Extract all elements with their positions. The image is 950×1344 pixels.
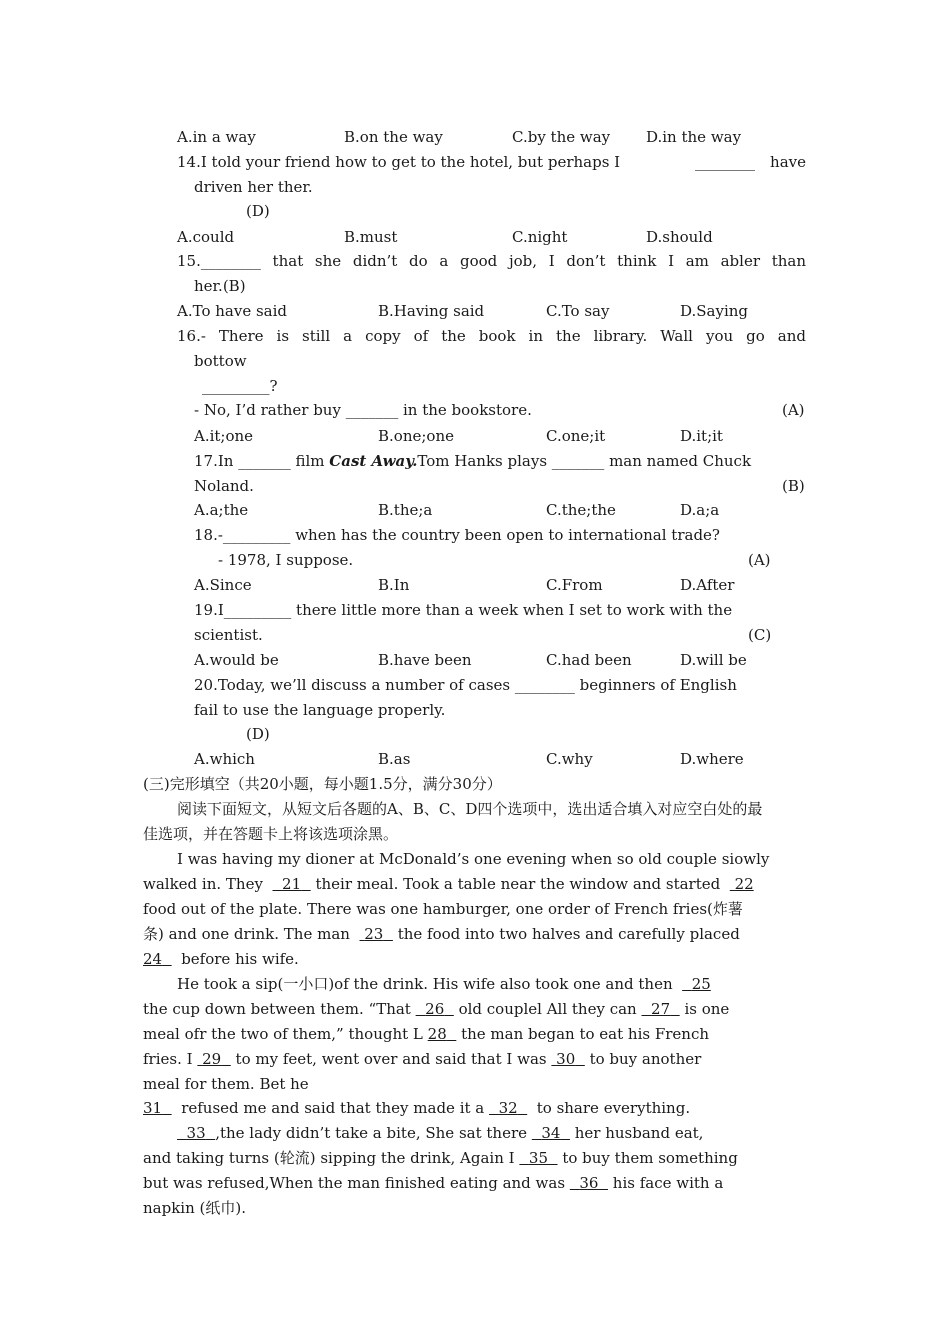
q15-option-a: A.To have said <box>177 302 288 320</box>
q15-line2: her.(B) <box>194 277 246 295</box>
q16-line2: bottow <box>194 352 247 370</box>
q18-option-d: D.After <box>680 576 735 594</box>
passage-p3-line3: but was refused,When the man finished eating and was 36 his face with a <box>143 1174 724 1192</box>
blank-34: 34 <box>541 1124 561 1142</box>
q19-option-c: C.had been <box>546 651 632 669</box>
passage-p3-line1: 33 ,the lady didn’t take a bite, She sat there 34 her husband eat, <box>177 1123 703 1143</box>
q19-line1: 19.I_________ there little more than a week when I set to work with the <box>194 601 733 619</box>
q18-option-a: A.Since <box>194 576 252 594</box>
q14-option-b: B.must <box>344 228 398 246</box>
blank-30: 30 <box>556 1050 576 1068</box>
passage-p1-line2: walked in. They 21 their meal. Took a table near the window and started 22 <box>143 875 754 893</box>
q20-line2: fail to use the language properly. <box>194 701 446 719</box>
q18-line2: - 1978, I suppose. <box>218 551 354 569</box>
q19-option-b: B.have been <box>378 651 472 669</box>
q14-option-a: A.could <box>177 228 235 246</box>
section-heading: (三)完形填空（共20小题，每小题1.5分，满分30分） <box>143 775 502 793</box>
q16-line1: 16.- There is still a copy of the book in the library. Wall you go and <box>177 327 806 345</box>
blank-25: 25 <box>691 975 711 993</box>
q17-film-title: Cast Away. <box>329 452 418 470</box>
blank-23: 23 <box>364 925 384 943</box>
q16-line4: - No, I’d rather buy _______ in the bookstore. <box>194 401 532 419</box>
blank-33: 33 <box>186 1124 206 1142</box>
q18-option-b: B.In <box>378 576 410 594</box>
blank-31: 31 <box>143 1099 163 1117</box>
q16-answer: (A) <box>782 401 805 419</box>
q19-option-a: A.would be <box>194 651 279 669</box>
q20-option-c: C.why <box>546 750 593 768</box>
passage-p1-line1: I was having my dioner at McDonald’s one evening when so old couple siowly <box>177 850 770 868</box>
blank-35: 35 <box>528 1149 548 1167</box>
section-instruction-2: 佳选项，并在答题卡上将该选项涂黑。 <box>143 825 399 843</box>
passage-p3-line4: napkin (纸巾). <box>143 1199 246 1217</box>
q16-option-c: C.one;it <box>546 427 606 445</box>
blank-26: 26 <box>425 1000 445 1018</box>
q20-line1: 20.Today, we’ll discuss a number of cases ________ beginners of English <box>194 676 737 694</box>
passage-p2-line5: meal for them. Bet he <box>143 1075 309 1093</box>
passage-p1-line3: food out of the plate. There was one hamburger, one order of French fries(炸薯 <box>143 900 743 918</box>
q17-line1 <box>194 451 751 471</box>
q20-option-d: D.where <box>680 750 744 768</box>
q17-option-a: A.a;the <box>194 501 249 519</box>
passage-p1-line5: 24 before his wife. <box>143 950 299 968</box>
q20-answer: (D) <box>246 725 270 743</box>
passage-p2-line2: the cup down between them. “That 26 old couplel All they can 27 is one <box>143 1000 730 1018</box>
q20-option-a: A.which <box>194 750 255 768</box>
blank-28: 28 <box>427 1025 447 1043</box>
q17-stem-b: Tom Hanks plays _______ man named Chuck <box>417 452 752 470</box>
passage-p2-line4: fries. I 29 to my feet, went over and said that I was 30 to buy another <box>143 1050 702 1068</box>
q15-option-d: D.Saying <box>680 302 749 320</box>
q14-line2: driven her ther. <box>194 178 313 196</box>
q16-option-d: D.it;it <box>680 427 723 445</box>
q14-answer: (D) <box>246 202 270 220</box>
q16-option-a: A.it;one <box>194 427 254 445</box>
q14-option-d: D.should <box>646 228 713 246</box>
q15-line1: 15.________ that she didn’t do a good job, I don’t think I am abler than <box>177 252 806 270</box>
q17-stem-a: 17.In _______ film <box>194 452 330 470</box>
q16-option-b: B.one;one <box>378 427 454 445</box>
blank-21: 21 <box>282 875 302 893</box>
q14-stem-a: 14.I told your friend how to get to the hotel, but perhaps I <box>177 153 621 171</box>
passage-p2-line1: He took a sip(一小口)of the drink. His wife also took one and then 25 <box>177 975 711 993</box>
q14-option-c: C.night <box>512 228 568 246</box>
q14-stem-b: have <box>770 153 806 171</box>
passage-p2-line6: 31 refused me and said that they made it a 32 to share everything. <box>143 1099 691 1117</box>
q17-option-b: B.the;a <box>378 501 433 519</box>
q13-option-c: C.by the way <box>512 128 611 146</box>
blank-22: 22 <box>734 875 754 893</box>
passage-p3-line2: and taking turns (轮流) sipping the drink, Again I 35 to buy them something <box>143 1149 738 1167</box>
q16-line3: _________? <box>202 377 278 395</box>
passage-p1-line4: 条) and one drink. The man 23 the food into two halves and carefully placed <box>143 925 740 943</box>
q14-blank: ________ <box>695 153 755 171</box>
q15-option-b: B.Having said <box>378 302 485 320</box>
q19-answer: (C) <box>748 626 772 644</box>
q18-option-c: C.From <box>546 576 603 594</box>
q20-option-b: B.as <box>378 750 411 768</box>
q18-answer: (A) <box>748 551 771 569</box>
q13-option-a: A.in a way <box>177 128 256 146</box>
q17-line2: Noland. <box>194 477 254 495</box>
q15-option-c: C.To say <box>546 302 610 320</box>
passage-p2-line3: meal ofr the two of them,” thought L 28 the man began to eat his French <box>143 1025 710 1043</box>
q19-line2: scientist. <box>194 626 263 644</box>
q13-option-b: B.on the way <box>344 128 443 146</box>
q18-line1: 18.-_________ when has the country been open to international trade? <box>194 526 720 544</box>
q17-option-c: C.the;the <box>546 501 616 519</box>
blank-27: 27 <box>651 1000 671 1018</box>
q17-answer: (B) <box>782 477 805 495</box>
blank-24: 24 <box>143 950 163 968</box>
section-instruction-1: 阅读下面短文，从短文后各题的A、B、C、D四个选项中，选出适合填入对应空白处的最 <box>177 800 763 818</box>
q17-option-d: D.a;a <box>680 501 720 519</box>
blank-29: 29 <box>202 1050 222 1068</box>
blank-32: 32 <box>498 1099 518 1117</box>
q13-option-d: D.in the way <box>646 128 742 146</box>
q19-option-d: D.will be <box>680 651 747 669</box>
blank-36: 36 <box>579 1174 599 1192</box>
